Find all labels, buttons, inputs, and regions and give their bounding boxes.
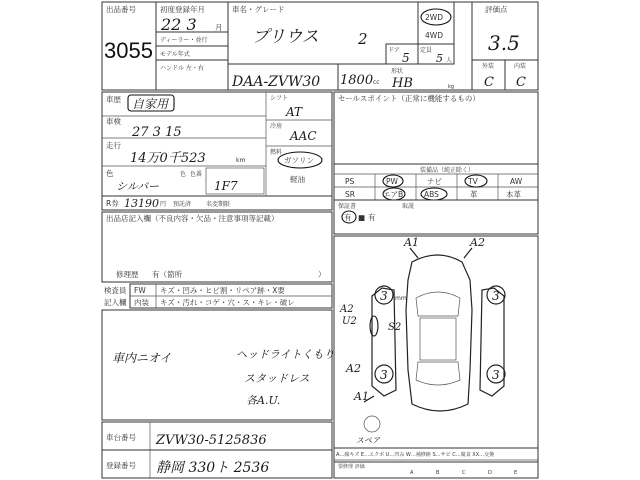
legend-grade-a: A (410, 470, 414, 476)
header-section (102, 2, 538, 91)
interior-grade: C (516, 75, 526, 90)
car-name: プリウス (252, 27, 319, 47)
name-grade-label: 車名・グレード (232, 5, 285, 14)
capacity: 5 (436, 52, 443, 65)
color-field-label: 色 (106, 169, 114, 178)
car-rear-glass (416, 362, 460, 385)
capacity-unit: 人 (446, 57, 453, 64)
car-body-outline (406, 255, 472, 411)
equip-airbag: エアB (383, 190, 404, 199)
drive-4wd: 4WD (425, 31, 443, 40)
door-label: ドア (388, 47, 400, 54)
shift-label: シフト (270, 95, 289, 102)
legend-grade-b: B (436, 470, 440, 476)
legend-grade-d: D (488, 470, 492, 476)
repair-label: 修理歴 (116, 270, 139, 279)
first-reg-value: 22 3 (161, 15, 197, 34)
chassis-label: 車台番号 (106, 433, 136, 442)
note-line2: スタッドレス (244, 372, 310, 385)
inspector-title: 出品店記入欄（不良内容・欠品・注意事項等記載） (106, 214, 279, 223)
car-windshield (416, 292, 460, 316)
lot-label: 出品番号 (106, 5, 136, 14)
inspection-label: 車検 (106, 117, 121, 126)
mileage-value: 14万0千523 (130, 151, 206, 166)
note-line1-left: 車内ニオイ (112, 351, 172, 365)
equip-aw: AW (510, 177, 523, 186)
equip-pw: PW (386, 177, 398, 186)
handle-label: ハンドル 左・右 (160, 65, 204, 72)
color-value: シルバー (116, 180, 159, 193)
tire-front-left: 3 (380, 289, 388, 303)
fuel-value: ガソリン (284, 156, 314, 165)
fw-label: FW (134, 286, 146, 295)
mark-a1-bottom: A1 (354, 390, 369, 403)
car-diagram (334, 236, 538, 462)
exterior-grade: C (484, 75, 494, 90)
recycle-value: 13190 (124, 197, 159, 210)
ac-value: AAC (290, 129, 317, 143)
tire-rear-right: 3 (492, 368, 500, 382)
repair-value: 有（箇所 (152, 270, 182, 279)
mileage-unit: km (236, 157, 246, 164)
warranty-label: 保証書 (338, 203, 357, 210)
mark-u2: U2 (342, 316, 357, 327)
equip-navi: ナビ (427, 177, 442, 186)
footer (102, 422, 538, 478)
codes-interior-label: 内装 (134, 298, 149, 307)
model-code: DAA-ZVW30 (232, 74, 321, 90)
mark-a2-left: A2 (340, 304, 354, 315)
manual-mark: 有 (368, 213, 376, 222)
entry-label: 記入欄 (104, 298, 127, 307)
color-no: 1F7 (214, 179, 238, 193)
tire-mm: mm (395, 295, 407, 302)
free-notes (102, 310, 335, 420)
mark-a1-top-arrow (410, 248, 418, 258)
equip-title: 装備品（純正除く） (420, 167, 475, 174)
note-line3: 各A.U. (246, 394, 281, 407)
mark-s2: S2 (388, 322, 402, 333)
model-year-label: モデル年式 (160, 51, 190, 58)
displacement-unit: cc (373, 79, 380, 86)
recycle-label: R券 (106, 199, 119, 208)
sales-points-title: セールスポイント（正常に機能するもの） (338, 94, 480, 103)
grade: 2 (358, 30, 368, 48)
codes-row (104, 284, 332, 308)
spare-label: スペア (356, 436, 380, 445)
equip-sr: SR (345, 190, 355, 199)
exterior-label: 外装 (482, 63, 495, 70)
doors: 5 (402, 51, 410, 65)
change-label: 名変期限 (206, 201, 231, 208)
equip-leather: 革 (470, 190, 478, 199)
score: 3.5 (488, 31, 520, 55)
note-line1-right: ヘッドライトくもり (236, 348, 335, 361)
color-label: 色 (180, 171, 187, 178)
displacement: 1800 (340, 73, 374, 88)
warranty-dot: ■ (358, 213, 366, 222)
repair-close: ） (318, 270, 326, 279)
type-label: 車歴 (106, 95, 121, 104)
legend-grade-c: C (462, 470, 466, 476)
light-label: 軽油 (290, 175, 305, 184)
tire-front-right: 3 (492, 289, 500, 303)
spare-tire (364, 416, 380, 432)
interior-label: 内装 (514, 63, 527, 70)
equip-ps: PS (345, 177, 355, 186)
plate-value: 静岡 330ト 2536 (156, 460, 270, 476)
mileage-label: 走行 (106, 141, 121, 150)
drive-2wd: 2WD (425, 13, 443, 22)
vehicle-details (102, 92, 332, 210)
sales-points (334, 92, 538, 234)
mark-left-door-circle (370, 316, 378, 336)
color-no-label: 色番 (190, 171, 203, 178)
score-label: 評価点 (485, 5, 508, 14)
tire-rear-left: 3 (380, 368, 388, 382)
legend-grade-e: E (514, 470, 518, 476)
equip-abs: ABS (424, 190, 439, 199)
lot-number: 3055 (104, 38, 153, 63)
recycle-unit: 円 (160, 201, 167, 208)
car-roof (420, 318, 456, 360)
kg-unit: kg (448, 84, 455, 90)
type-value: 自家用 (132, 97, 169, 111)
equip-tv: TV (468, 177, 478, 186)
mark-a2-top-arrow (464, 248, 472, 258)
first-reg-label: 初度登録年月 (160, 5, 205, 14)
equip-full-leather: 本革 (506, 190, 521, 199)
mark-a2-top: A2 (470, 236, 485, 249)
interior-line: キズ・汚れ・コゲ・穴・ス・キレ・破レ (160, 298, 295, 307)
warranty-mark: 有 (344, 213, 352, 222)
dealer-label: ディーラー・並行 (160, 37, 208, 44)
shape: HB (392, 76, 413, 91)
legend-row2: 要修理 評価 (338, 464, 365, 470)
manual-label: 取説 (402, 203, 415, 210)
fuel-label: 燃料 (270, 149, 283, 156)
ac-label: 冷房 (270, 123, 283, 130)
legend-line: A…線キズ E…エクボ U…凹み W…補修跡 S…サビ C…腐食 XX…交換 (336, 452, 495, 458)
capacity-label: 定員 (420, 47, 433, 54)
chassis-value: ZVW30-5125836 (156, 433, 267, 448)
inspector-notes (102, 212, 332, 282)
deposit-label: 預託済 (173, 201, 192, 208)
inspection-value: 27 3 15 (132, 125, 182, 140)
inspector-label: 検査員 (104, 286, 127, 295)
first-reg-month-unit: 月 (215, 23, 223, 32)
shape-label: 形状 (391, 68, 404, 75)
plate-label: 登録番号 (106, 461, 136, 470)
mark-a2-mid: A2 (346, 362, 361, 375)
mark-a1-top: A1 (404, 236, 419, 249)
fw-line: キズ・凹み・ヒビ割・リペア跡・X要 (160, 286, 285, 295)
shift-value: AT (286, 105, 303, 119)
